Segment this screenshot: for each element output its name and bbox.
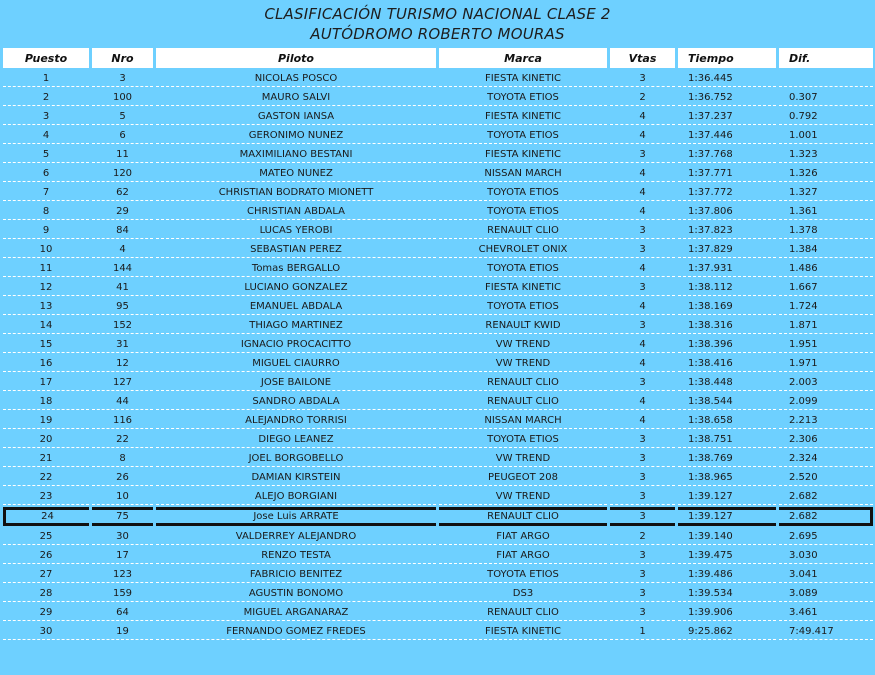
cell-nro: 62 — [92, 184, 153, 201]
page-header — [0, 0, 875, 44]
cell-vtas: 4 — [610, 108, 675, 125]
column-header-marca: Marca — [439, 48, 607, 68]
cell-vtas: 3 — [610, 70, 675, 87]
cell-dif: 1.871 — [779, 317, 873, 334]
cell-puesto: 25 — [3, 528, 89, 545]
cell-dif: 1.361 — [779, 203, 873, 220]
cell-dif: 1.971 — [779, 355, 873, 372]
cell-dif: 2.099 — [779, 393, 873, 410]
cell-puesto: 21 — [3, 450, 89, 467]
column-header-dif: Dif. — [779, 48, 873, 68]
cell-tiempo: 1:38.112 — [678, 279, 776, 296]
cell-marca: RENAULT CLIO — [439, 222, 607, 239]
cell-dif: 0.307 — [779, 89, 873, 106]
cell-marca: FIESTA KINETIC — [439, 146, 607, 163]
cell-puesto: 15 — [3, 336, 89, 353]
cell-vtas: 4 — [610, 165, 675, 182]
cell-marca: FIAT ARGO — [439, 528, 607, 545]
table-row — [3, 298, 873, 315]
cell-piloto: THIAGO MARTINEZ — [156, 317, 436, 334]
table-row — [3, 566, 873, 583]
cell-piloto: MIGUEL CIAURRO — [156, 355, 436, 372]
table-row — [3, 431, 873, 448]
table-row — [3, 604, 873, 621]
cell-dif: 1.384 — [779, 241, 873, 258]
cell-puesto: 7 — [3, 184, 89, 201]
cell-dif: 2.682 — [779, 488, 873, 505]
cell-puesto: 4 — [3, 127, 89, 144]
cell-tiempo: 1:37.446 — [678, 127, 776, 144]
table-row — [3, 412, 873, 429]
cell-piloto: DIEGO LEANEZ — [156, 431, 436, 448]
cell-tiempo: 1:39.534 — [678, 585, 776, 602]
table-header-row — [3, 48, 873, 68]
cell-dif: 1.724 — [779, 298, 873, 315]
cell-vtas: 3 — [610, 585, 675, 602]
cell-vtas: 4 — [610, 184, 675, 201]
cell-nro: 75 — [92, 507, 153, 526]
cell-piloto: AGUSTIN BONOMO — [156, 585, 436, 602]
cell-dif: 7:49.417 — [779, 623, 873, 640]
cell-nro: 31 — [92, 336, 153, 353]
cell-nro: 84 — [92, 222, 153, 239]
cell-puesto: 2 — [3, 89, 89, 106]
cell-puesto: 8 — [3, 203, 89, 220]
cell-tiempo: 1:38.769 — [678, 450, 776, 467]
cell-nro: 6 — [92, 127, 153, 144]
cell-marca: CHEVROLET ONIX — [439, 241, 607, 258]
cell-tiempo: 1:38.416 — [678, 355, 776, 372]
cell-puesto: 23 — [3, 488, 89, 505]
table-row — [3, 585, 873, 602]
cell-tiempo: 1:38.396 — [678, 336, 776, 353]
cell-puesto: 6 — [3, 165, 89, 182]
cell-vtas: 3 — [610, 469, 675, 486]
cell-puesto: 1 — [3, 70, 89, 87]
cell-vtas: 3 — [610, 488, 675, 505]
cell-vtas: 3 — [610, 566, 675, 583]
cell-puesto: 24 — [3, 507, 89, 526]
cell-nro: 95 — [92, 298, 153, 315]
cell-vtas: 3 — [610, 431, 675, 448]
cell-piloto: MAXIMILIANO BESTANI — [156, 146, 436, 163]
cell-dif: 1.326 — [779, 165, 873, 182]
cell-marca: VW TREND — [439, 355, 607, 372]
cell-tiempo: 1:38.544 — [678, 393, 776, 410]
cell-tiempo: 1:37.829 — [678, 241, 776, 258]
cell-marca: VW TREND — [439, 488, 607, 505]
cell-tiempo: 1:37.768 — [678, 146, 776, 163]
cell-dif: 1.327 — [779, 184, 873, 201]
cell-dif: 1.323 — [779, 146, 873, 163]
cell-puesto: 3 — [3, 108, 89, 125]
table-row — [3, 203, 873, 220]
cell-marca: PEUGEOT 208 — [439, 469, 607, 486]
cell-marca: NISSAN MARCH — [439, 165, 607, 182]
cell-dif: 0.792 — [779, 108, 873, 125]
cell-vtas: 3 — [610, 450, 675, 467]
table-row — [3, 260, 873, 277]
cell-marca: VW TREND — [439, 336, 607, 353]
cell-tiempo: 1:38.448 — [678, 374, 776, 391]
cell-piloto: FERNANDO GOMEZ FREDES — [156, 623, 436, 640]
cell-puesto: 22 — [3, 469, 89, 486]
cell-piloto: JOSE BAILONE — [156, 374, 436, 391]
cell-dif: 3.461 — [779, 604, 873, 621]
cell-tiempo: 1:38.169 — [678, 298, 776, 315]
cell-piloto: FABRICIO BENITEZ — [156, 566, 436, 583]
cell-tiempo: 1:38.965 — [678, 469, 776, 486]
cell-nro: 22 — [92, 431, 153, 448]
cell-puesto: 16 — [3, 355, 89, 372]
cell-puesto: 18 — [3, 393, 89, 410]
cell-piloto: IGNACIO PROCACITTO — [156, 336, 436, 353]
cell-tiempo: 1:37.237 — [678, 108, 776, 125]
table-row — [3, 450, 873, 467]
cell-piloto: MIGUEL ARGANARAZ — [156, 604, 436, 621]
cell-piloto: EMANUEL ABDALA — [156, 298, 436, 315]
cell-dif: 1.486 — [779, 260, 873, 277]
cell-nro: 116 — [92, 412, 153, 429]
cell-marca: TOYOTA ETIOS — [439, 203, 607, 220]
cell-vtas: 4 — [610, 393, 675, 410]
cell-puesto: 29 — [3, 604, 89, 621]
cell-piloto: GASTON IANSA — [156, 108, 436, 125]
cell-nro: 10 — [92, 488, 153, 505]
table-row — [3, 165, 873, 182]
cell-dif: 3.089 — [779, 585, 873, 602]
cell-nro: 30 — [92, 528, 153, 545]
cell-piloto: CHRISTIAN ABDALA — [156, 203, 436, 220]
table-row — [3, 279, 873, 296]
classification-table — [0, 46, 875, 642]
cell-vtas: 4 — [610, 203, 675, 220]
cell-tiempo: 1:39.475 — [678, 547, 776, 564]
cell-dif: 2.695 — [779, 528, 873, 545]
cell-tiempo: 1:37.772 — [678, 184, 776, 201]
cell-tiempo: 1:38.316 — [678, 317, 776, 334]
cell-marca: RENAULT CLIO — [439, 374, 607, 391]
table-row — [3, 108, 873, 125]
table-row — [3, 547, 873, 564]
cell-piloto: SANDRO ABDALA — [156, 393, 436, 410]
cell-marca: TOYOTA ETIOS — [439, 260, 607, 277]
cell-marca: RENAULT CLIO — [439, 604, 607, 621]
cell-piloto: Jose Luis ARRATE — [156, 507, 436, 526]
table-row — [3, 488, 873, 505]
cell-vtas: 4 — [610, 355, 675, 372]
cell-marca: RENAULT CLIO — [439, 393, 607, 410]
cell-marca: NISSAN MARCH — [439, 412, 607, 429]
cell-vtas: 2 — [610, 89, 675, 106]
cell-vtas: 4 — [610, 412, 675, 429]
cell-nro: 100 — [92, 89, 153, 106]
cell-dif: 2.306 — [779, 431, 873, 448]
cell-dif: 1.667 — [779, 279, 873, 296]
cell-dif — [779, 70, 873, 87]
cell-tiempo: 1:36.445 — [678, 70, 776, 87]
table-row — [3, 355, 873, 372]
cell-marca: TOYOTA ETIOS — [439, 566, 607, 583]
cell-dif: 1.951 — [779, 336, 873, 353]
cell-tiempo: 1:39.486 — [678, 566, 776, 583]
cell-nro: 144 — [92, 260, 153, 277]
cell-nro: 8 — [92, 450, 153, 467]
cell-marca: FIESTA KINETIC — [439, 108, 607, 125]
cell-piloto: LUCIANO GONZALEZ — [156, 279, 436, 296]
cell-tiempo: 1:37.771 — [678, 165, 776, 182]
cell-marca: TOYOTA ETIOS — [439, 89, 607, 106]
cell-piloto: CHRISTIAN BODRATO MIONETT — [156, 184, 436, 201]
table-row-highlighted — [3, 507, 873, 526]
cell-marca: FIESTA KINETIC — [439, 623, 607, 640]
cell-nro: 127 — [92, 374, 153, 391]
table-row — [3, 127, 873, 144]
cell-piloto: ALEJANDRO TORRISI — [156, 412, 436, 429]
cell-puesto: 20 — [3, 431, 89, 448]
column-header-tiempo: Tiempo — [678, 48, 776, 68]
cell-puesto: 17 — [3, 374, 89, 391]
cell-nro: 19 — [92, 623, 153, 640]
cell-nro: 159 — [92, 585, 153, 602]
cell-piloto: GERONIMO NUNEZ — [156, 127, 436, 144]
cell-marca: TOYOTA ETIOS — [439, 127, 607, 144]
cell-vtas: 3 — [610, 317, 675, 334]
column-header-vtas: Vtas — [610, 48, 675, 68]
cell-vtas: 3 — [610, 604, 675, 621]
cell-piloto: VALDERREY ALEJANDRO — [156, 528, 436, 545]
cell-marca: DS3 — [439, 585, 607, 602]
cell-dif: 2.682 — [779, 507, 873, 526]
cell-marca: FIESTA KINETIC — [439, 279, 607, 296]
cell-tiempo: 1:36.752 — [678, 89, 776, 106]
page-subtitle: AUTÓDROMO ROBERTO MOURAS — [310, 25, 565, 43]
cell-piloto: Tomas BERGALLO — [156, 260, 436, 277]
cell-nro: 3 — [92, 70, 153, 87]
cell-piloto: MATEO NUNEZ — [156, 165, 436, 182]
cell-tiempo: 9:25.862 — [678, 623, 776, 640]
cell-marca: TOYOTA ETIOS — [439, 431, 607, 448]
cell-tiempo: 1:37.931 — [678, 260, 776, 277]
column-header-piloto: Piloto — [156, 48, 436, 68]
cell-vtas: 3 — [610, 222, 675, 239]
cell-piloto: NICOLAS POSCO — [156, 70, 436, 87]
page-title: CLASIFICACIÓN TURISMO NACIONAL CLASE 2 — [264, 5, 611, 23]
cell-marca: VW TREND — [439, 450, 607, 467]
cell-piloto: SEBASTIAN PEREZ — [156, 241, 436, 258]
cell-marca: FIAT ARGO — [439, 547, 607, 564]
table-row — [3, 336, 873, 353]
cell-nro: 26 — [92, 469, 153, 486]
cell-nro: 17 — [92, 547, 153, 564]
table-row — [3, 317, 873, 334]
table-row — [3, 374, 873, 391]
cell-dif: 2.324 — [779, 450, 873, 467]
cell-tiempo: 1:37.823 — [678, 222, 776, 239]
cell-dif: 2.213 — [779, 412, 873, 429]
cell-tiempo: 1:39.906 — [678, 604, 776, 621]
cell-puesto: 26 — [3, 547, 89, 564]
table-row — [3, 393, 873, 410]
cell-marca: TOYOTA ETIOS — [439, 298, 607, 315]
cell-puesto: 14 — [3, 317, 89, 334]
cell-marca: TOYOTA ETIOS — [439, 184, 607, 201]
cell-marca: RENAULT CLIO — [439, 507, 607, 526]
cell-piloto: ALEJO BORGIANI — [156, 488, 436, 505]
cell-vtas: 4 — [610, 127, 675, 144]
cell-piloto: MAURO SALVI — [156, 89, 436, 106]
cell-dif: 3.030 — [779, 547, 873, 564]
cell-puesto: 19 — [3, 412, 89, 429]
cell-nro: 29 — [92, 203, 153, 220]
cell-vtas: 4 — [610, 260, 675, 277]
cell-nro: 152 — [92, 317, 153, 334]
cell-puesto: 27 — [3, 566, 89, 583]
table-row — [3, 146, 873, 163]
cell-tiempo: 1:37.806 — [678, 203, 776, 220]
cell-dif: 2.003 — [779, 374, 873, 391]
cell-tiempo: 1:38.658 — [678, 412, 776, 429]
cell-vtas: 3 — [610, 374, 675, 391]
cell-puesto: 11 — [3, 260, 89, 277]
cell-nro: 64 — [92, 604, 153, 621]
cell-tiempo: 1:39.127 — [678, 507, 776, 526]
cell-marca: FIESTA KINETIC — [439, 70, 607, 87]
cell-vtas: 1 — [610, 623, 675, 640]
table-row — [3, 184, 873, 201]
cell-piloto: DAMIAN KIRSTEIN — [156, 469, 436, 486]
cell-puesto: 12 — [3, 279, 89, 296]
cell-puesto: 9 — [3, 222, 89, 239]
cell-vtas: 4 — [610, 298, 675, 315]
cell-piloto: RENZO TESTA — [156, 547, 436, 564]
cell-marca: RENAULT KWID — [439, 317, 607, 334]
cell-vtas: 4 — [610, 336, 675, 353]
cell-puesto: 28 — [3, 585, 89, 602]
cell-nro: 11 — [92, 146, 153, 163]
cell-puesto: 13 — [3, 298, 89, 315]
cell-nro: 123 — [92, 566, 153, 583]
cell-puesto: 30 — [3, 623, 89, 640]
table-row — [3, 222, 873, 239]
table-row — [3, 528, 873, 545]
cell-dif: 2.520 — [779, 469, 873, 486]
cell-nro: 12 — [92, 355, 153, 372]
cell-vtas: 3 — [610, 241, 675, 258]
cell-tiempo: 1:39.127 — [678, 488, 776, 505]
cell-dif: 3.041 — [779, 566, 873, 583]
table-body — [3, 70, 873, 640]
cell-tiempo: 1:38.751 — [678, 431, 776, 448]
cell-piloto: JOEL BORGOBELLO — [156, 450, 436, 467]
cell-vtas: 3 — [610, 146, 675, 163]
cell-nro: 41 — [92, 279, 153, 296]
cell-nro: 120 — [92, 165, 153, 182]
cell-vtas: 3 — [610, 279, 675, 296]
cell-puesto: 5 — [3, 146, 89, 163]
table-row — [3, 623, 873, 640]
cell-dif: 1.378 — [779, 222, 873, 239]
cell-dif: 1.001 — [779, 127, 873, 144]
cell-nro: 5 — [92, 108, 153, 125]
table-row — [3, 469, 873, 486]
table-row — [3, 70, 873, 87]
cell-nro: 4 — [92, 241, 153, 258]
table-row — [3, 89, 873, 106]
cell-vtas: 3 — [610, 507, 675, 526]
cell-vtas: 3 — [610, 547, 675, 564]
column-header-nro: Nro — [92, 48, 153, 68]
column-header-puesto: Puesto — [3, 48, 89, 68]
cell-puesto: 10 — [3, 241, 89, 258]
cell-nro: 44 — [92, 393, 153, 410]
table-row — [3, 241, 873, 258]
cell-vtas: 2 — [610, 528, 675, 545]
cell-tiempo: 1:39.140 — [678, 528, 776, 545]
cell-piloto: LUCAS YEROBI — [156, 222, 436, 239]
